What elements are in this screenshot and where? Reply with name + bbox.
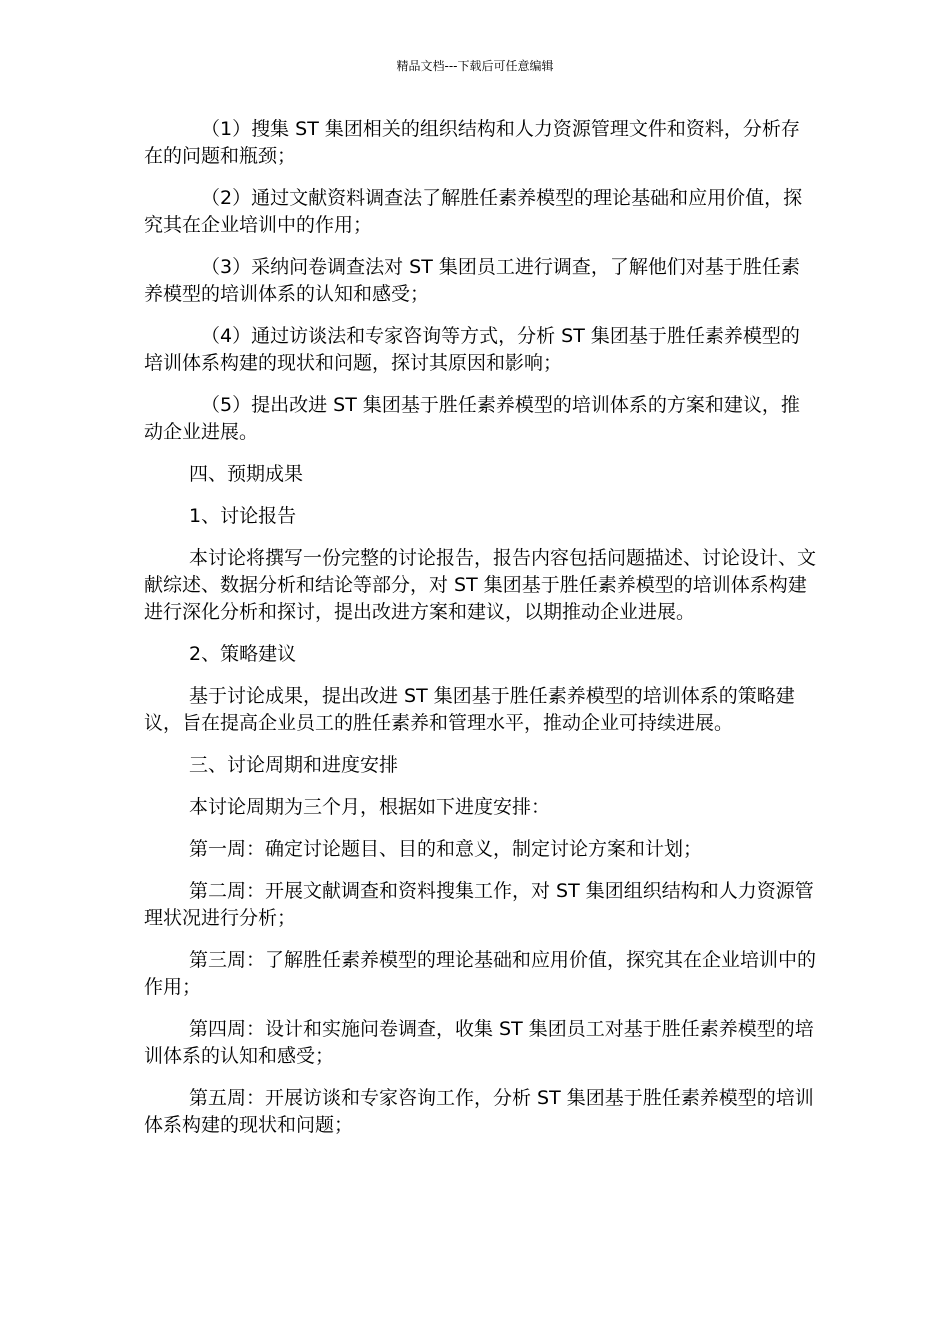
section-heading-schedule: 三、讨论周期和进度安排	[189, 754, 399, 776]
schedule-week-4: 第四周：设计和实施问卷调查，收集 ST 集团员工对基于胜任素养模型的培训体系的认知和感受；	[144, 1018, 814, 1067]
schedule-week-2: 第二周：开展文献调查和资料搜集工作，对 ST 集团组织结构和人力资源管理状况进行分析；	[144, 880, 814, 929]
subheading-strategy: 2、策略建议	[189, 643, 297, 665]
list-item-1: （1）搜集 ST 集团相关的组织结构和人力资源管理文件和资料，分析存在的问题和瓶颈；	[144, 118, 800, 167]
page-header: 精品文档---下载后可任意编辑	[396, 59, 554, 73]
document-body	[144, 116, 816, 1154]
schedule-week-5: 第五周：开展访谈和专家咨询工作，分析 ST 集团基于胜任素养模型的培训体系构建的现状和问题；	[144, 1087, 814, 1136]
schedule-week-3: 第三周：了解胜任素养模型的理论基础和应用价值，探究其在企业培训中的作用；	[144, 949, 817, 998]
list-item-5: （5）提出改进 ST 集团基于胜任素养模型的培训体系的方案和建议，推动企业进展。	[144, 394, 800, 443]
section-heading-expected-results: 四、预期成果	[189, 463, 304, 485]
list-item-3: （3）采纳问卷调查法对 ST 集团员工进行调查，了解他们对基于胜任素养模型的培训体系的认知和感受；	[144, 256, 800, 305]
list-item-2: （2）通过文献资料调查法了解胜任素养模型的理论基础和应用价值，探究其在企业培训中的作用；	[144, 187, 803, 236]
list-item-4: （4）通过访谈法和专家咨询等方式，分析 ST 集团基于胜任素养模型的培训体系构建的现状和问题，探讨其原因和影响；	[144, 325, 800, 374]
paragraph-schedule-intro: 本讨论周期为三个月，根据如下进度安排：	[189, 796, 551, 818]
schedule-week-1: 第一周：确定讨论题目、目的和意义，制定讨论方案和计划；	[189, 838, 703, 860]
paragraph-strategy: 基于讨论成果，提出改进 ST 集团基于胜任素养模型的培训体系的策略建议，旨在提高企业员工的胜任素养和管理水平，推动企业可持续进展。	[144, 685, 795, 734]
subheading-report: 1、讨论报告	[189, 505, 297, 527]
paragraph-report: 本讨论将撰写一份完整的讨论报告，报告内容包括问题描述、讨论设计、文献综述、数据分析和结论等部分，对 ST 集团基于胜任素养模型的培训体系构建进行深化分析和探讨，提出改进方案和建议，以期推动企业进展。	[144, 547, 817, 623]
